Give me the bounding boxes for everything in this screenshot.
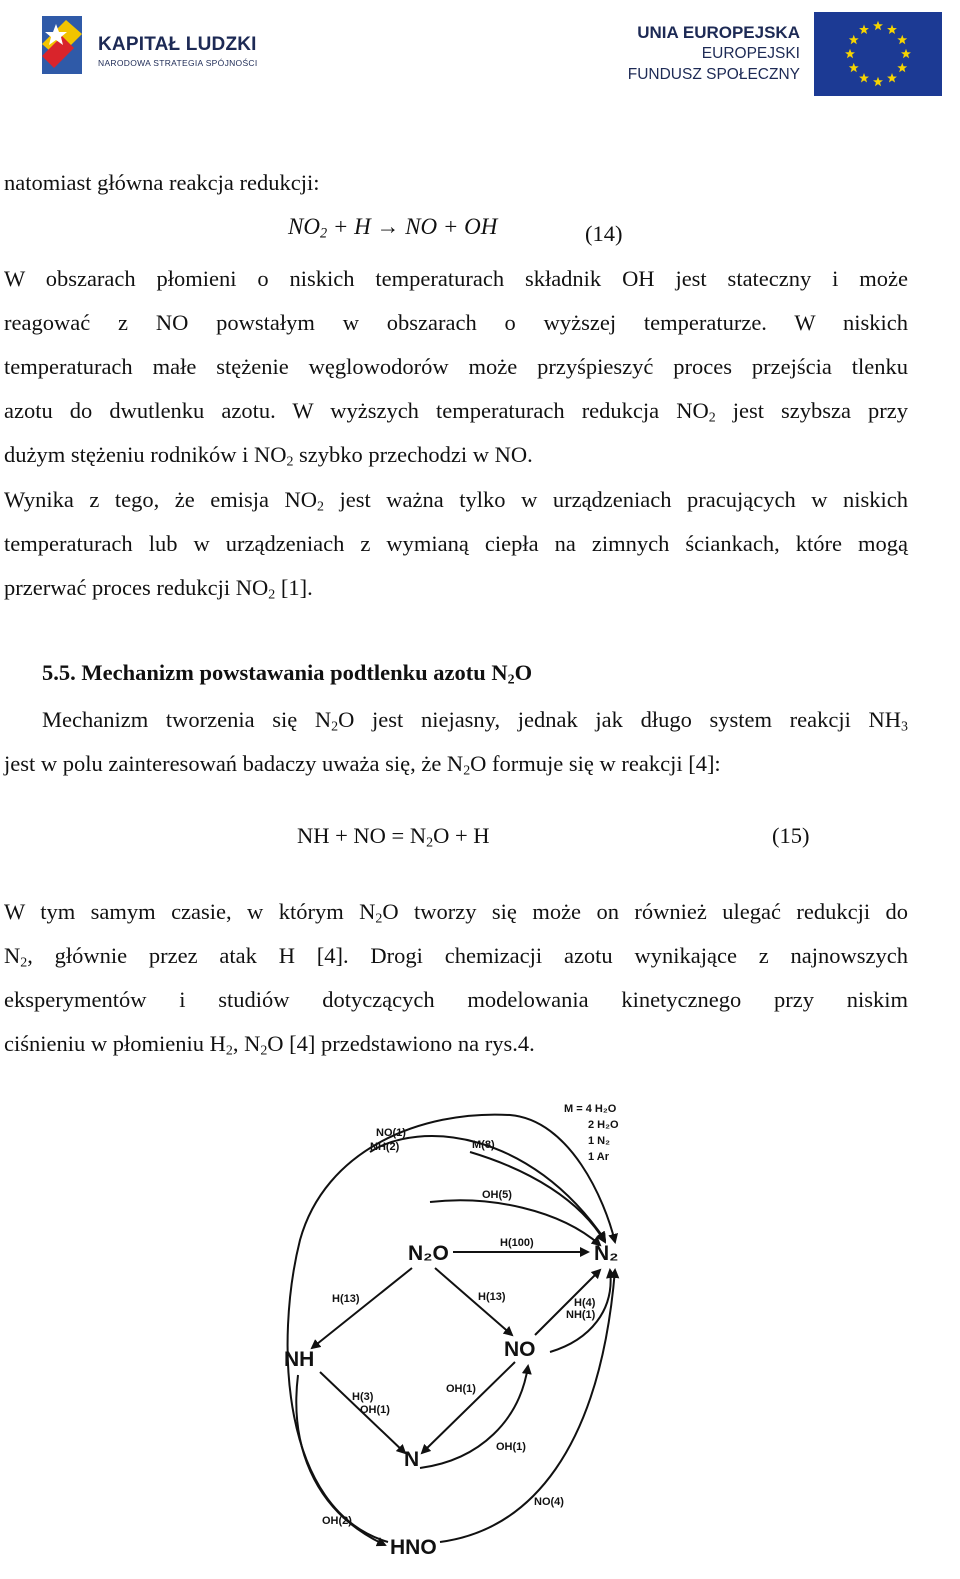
p5-l1-sub: 2: [375, 911, 383, 927]
eu-fund-line2: EUROPEJSKI: [701, 45, 800, 62]
p5-l4-text-b: , N: [232, 1031, 261, 1056]
eu-fund-logo: [612, 12, 942, 98]
p3-l1-text-b: jest ważna tylko w urządzeniach pracujących w niskich: [324, 487, 908, 512]
label-m-line3: 1 N₂: [588, 1135, 611, 1147]
label-nh2: NH(2): [370, 1141, 400, 1153]
p5-l1-text-b: O tworzy się może on również ulegać redukcji do: [382, 899, 909, 924]
node-hno: HNO: [390, 1536, 437, 1559]
node-no: NO: [504, 1338, 536, 1361]
node-n2o: N₂O: [408, 1242, 449, 1265]
label-nh1: NH(1): [566, 1309, 596, 1321]
p3-l3-text-b: [1].: [275, 575, 313, 600]
p3-l1-sub: 2: [317, 499, 325, 515]
nitrogen-chemistry-diagram: [270, 1090, 640, 1570]
p4-l2-text-a: jest w polu zainteresowań badaczy uważa się, że N: [4, 751, 464, 776]
section-number: 5.5.: [42, 660, 76, 685]
paragraph-2-line-1: W obszarach płomieni o niskich temperaturach składnik OH jest stateczny i może: [4, 266, 908, 291]
section-heading: [42, 660, 532, 686]
paragraph-4-line-1: [42, 705, 908, 735]
section-title-a: Mechanizm powstawania podtlenku azotu N: [81, 660, 508, 685]
eu-name: UNIA EUROPEJSKA: [637, 23, 800, 42]
node-n: N: [404, 1448, 420, 1471]
paragraph-5-line-3: eksperymentów i studiów dotyczących modelowania kinetycznego przy niskim: [4, 987, 908, 1012]
p2-l5-text-a: dużym stężeniu rodników i NO: [4, 442, 287, 467]
label-h13-right: H(13): [478, 1291, 506, 1303]
eq14-lhs: NO: [288, 214, 320, 239]
label-h3: H(3): [352, 1391, 374, 1403]
p5-l2-text-b: , głównie przez atak H [4]. Drogi chemizacji azotu wynikające z najnowszych: [27, 943, 908, 968]
eq14-rest: + H → NO + OH: [327, 214, 498, 239]
label-oh5: OH(5): [482, 1189, 512, 1201]
paragraph-2-line-3: temperaturach małe stężenie węglowodorów może przyśpieszyć proces przejścia tlenku: [4, 354, 908, 379]
p5-l4-text-a: ciśnieniu w płomieniu H: [4, 1031, 226, 1056]
paragraph-3-line-2: temperaturach lub w urządzeniach z wymianą ciepła na zimnych ściankach, które mogą: [4, 531, 908, 556]
p2-l4-text-a: azotu do dwutlenku azotu. W wyższych temperaturach redukcja NO: [4, 398, 709, 423]
paragraph-intro: natomiast główna reakcja redukcji:: [4, 170, 320, 195]
label-m8: M(8): [472, 1139, 495, 1151]
p2-l4-sub: 2: [708, 410, 716, 426]
eq15-lhs-a: NH + NO = N: [297, 823, 427, 848]
p5-l4-sub-a: 2: [225, 1043, 233, 1059]
label-h4: H(4): [574, 1297, 596, 1309]
section-title-b: O: [514, 660, 533, 685]
eq15-lhs-b: O + H: [433, 823, 490, 848]
p5-l4-text-c: O [4] przedstawiono na rys.4.: [267, 1031, 535, 1056]
equation-14-number: (14): [585, 221, 623, 246]
label-h100: H(100): [500, 1237, 534, 1249]
eq15-sub: 2: [426, 835, 434, 851]
node-n2: N₂: [594, 1242, 619, 1265]
p2-l5-text-b: szybko przechodzi w NO.: [293, 442, 533, 467]
edge-no-to-n: [422, 1362, 515, 1453]
paragraph-3-line-3: [4, 573, 908, 603]
label-no4: NO(4): [534, 1496, 564, 1508]
label-oh1-mid: OH(1): [446, 1383, 476, 1395]
paragraph-3-line-1: [4, 485, 908, 515]
p3-l3-text-a: przerwać proces redukcji NO: [4, 575, 269, 600]
label-oh1-right: OH(1): [496, 1441, 526, 1453]
paragraph-2-line-5: [4, 440, 908, 470]
p4-l1-text-b: O jest niejasny, jednak jak długo system reakcji NH: [338, 707, 902, 732]
node-nh: NH: [284, 1348, 315, 1371]
p4-l1-sub3: 3: [901, 719, 908, 735]
p3-l3-sub: 2: [268, 587, 276, 603]
equation-14: [288, 214, 497, 240]
p4-l2-sub: 2: [463, 763, 471, 779]
p5-l1-text-a: W tym samym czasie, w którym N: [4, 899, 376, 924]
section-title-sub: 2: [507, 672, 515, 688]
p4-l1-text-a: Mechanizm tworzenia się N: [42, 707, 332, 732]
p3-l1-text-a: Wynika z tego, że emisja NO: [4, 487, 318, 512]
p2-l4-text-b: jest szybsza przy: [715, 398, 908, 423]
eu-flag-icon: [814, 12, 942, 96]
paragraph-2-line-4: [4, 396, 908, 426]
kapital-ludzki-title: KAPITAŁ LUDZKI: [98, 34, 257, 55]
eu-fund-line3: FUNDUSZ SPOŁECZNY: [627, 66, 800, 83]
label-oh1-left: OH(1): [360, 1404, 390, 1416]
p5-l2-sub: 2: [20, 955, 28, 971]
paragraph-5-line-2: [4, 941, 908, 971]
equation-15: [297, 823, 490, 849]
kapital-ludzki-subtitle: NARODOWA STRATEGIA SPÓJNOŚCI: [98, 58, 258, 68]
paragraph-5-line-4: [4, 1029, 908, 1059]
eq14-subscript: 2: [319, 225, 328, 242]
paragraph-2-line-2: reagować z NO powstałym w obszarach o wyższej temperaturze. W niskich: [4, 310, 908, 335]
label-m-line1: M = 4 H₂O: [564, 1103, 617, 1115]
p4-l2-text-b: O formuje się w reakcji [4]:: [470, 751, 721, 776]
kapital-ludzki-emblem-icon: [38, 14, 84, 76]
label-m-line2: 2 H₂O: [588, 1119, 619, 1131]
label-h13-left: H(13): [332, 1293, 360, 1305]
label-no1: NO(1): [376, 1127, 406, 1139]
label-oh2: OH(2): [322, 1515, 352, 1527]
kapital-ludzki-logo: [38, 14, 288, 78]
eu-fund-text: [628, 22, 800, 85]
p2-l5-sub: 2: [286, 454, 294, 470]
label-m-line4: 1 Ar: [588, 1151, 609, 1163]
paragraph-5-line-1: [4, 897, 908, 927]
equation-15-number: (15): [772, 823, 810, 848]
p5-l2-text-a: N: [4, 943, 21, 968]
edge-n2o-to-nh: [312, 1268, 412, 1348]
p5-l4-sub-b: 2: [260, 1043, 268, 1059]
p4-l1-sub: 2: [331, 719, 339, 735]
paragraph-4-line-2: [4, 749, 908, 779]
